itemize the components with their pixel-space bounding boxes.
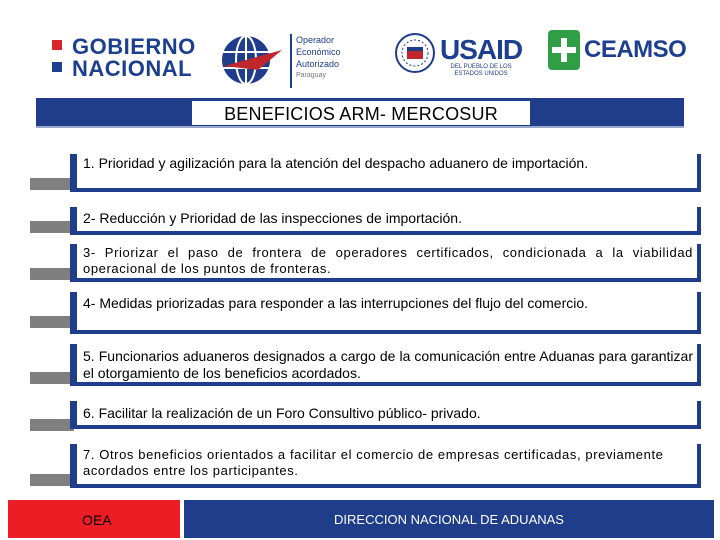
footer-right-label: DIRECCION NACIONAL DE ADUANAS <box>334 512 564 527</box>
benefit-text-7: 7. Otros beneficios orientados a facilitar el comercio de empresas certificadas, previamente acordados entre los participantes. <box>70 444 701 488</box>
oea-logo <box>290 34 376 88</box>
oea-line3: Autorizado <box>296 59 340 69</box>
oea-line1: Operador <box>296 35 335 45</box>
title-box <box>192 101 530 125</box>
usaid-sub2: ESTADOS UNIDOS <box>454 71 508 77</box>
gobierno-line2: NACIONAL <box>72 56 193 81</box>
page-title: BENEFICIOS ARM- MERCOSUR <box>224 104 498 124</box>
footer-left-label: OEA <box>82 512 112 528</box>
title-band <box>36 98 684 128</box>
red-square-icon <box>52 40 62 50</box>
item-tab <box>30 221 74 233</box>
ceamso-name: CEAMSO <box>584 36 687 63</box>
item-tab <box>30 372 74 384</box>
footer-right <box>184 500 714 538</box>
usaid-sub1: DEL PUEBLO DE LOS <box>450 64 512 70</box>
benefit-text-2: 2- Reducción y Prioridad de las inspecciones de importación. <box>70 207 701 235</box>
footer-left <box>8 500 180 538</box>
usaid-name-text: USAID <box>440 34 523 65</box>
benefit-text-1: 1. Prioridad y agilización para la atención del despacho aduanero de importación. <box>70 154 701 192</box>
benefit-text-3: 3- Priorizar el paso de frontera de operadores certificados, condicionada a la viabilidad operacional de los puntos de fronteras. <box>70 244 701 282</box>
benefit-text-4: 4- Medidas priorizadas para responder a las interrupciones del flujo del comercio. <box>70 292 701 334</box>
footer-bar <box>0 500 720 540</box>
green-cross-icon <box>548 30 580 70</box>
gobierno-line1: GOBIERNO <box>72 34 196 59</box>
blue-square-icon <box>52 62 62 72</box>
oea-line2: Económico <box>296 47 341 57</box>
benefit-text-6: 6. Facilitar la realización de un Foro Consultivo público- privado. <box>70 401 701 429</box>
item-tab <box>30 268 74 280</box>
benefit-text-5: 5. Funcionarios aduaneros designados a cargo de la comunicación entre Aduanas para garantizar el otorgamiento de los beneficios acordados. <box>70 344 701 386</box>
logo-bar <box>0 0 720 96</box>
oea-line4: Paraguay <box>296 72 326 79</box>
usaid-seal-icon <box>394 32 436 79</box>
item-tab <box>30 178 74 190</box>
item-tab <box>30 316 74 328</box>
usaid-name <box>440 36 522 64</box>
item-tab <box>30 474 74 486</box>
usaid-logo <box>440 36 522 78</box>
item-tab <box>30 419 74 431</box>
globe-logo-icon <box>218 32 284 93</box>
